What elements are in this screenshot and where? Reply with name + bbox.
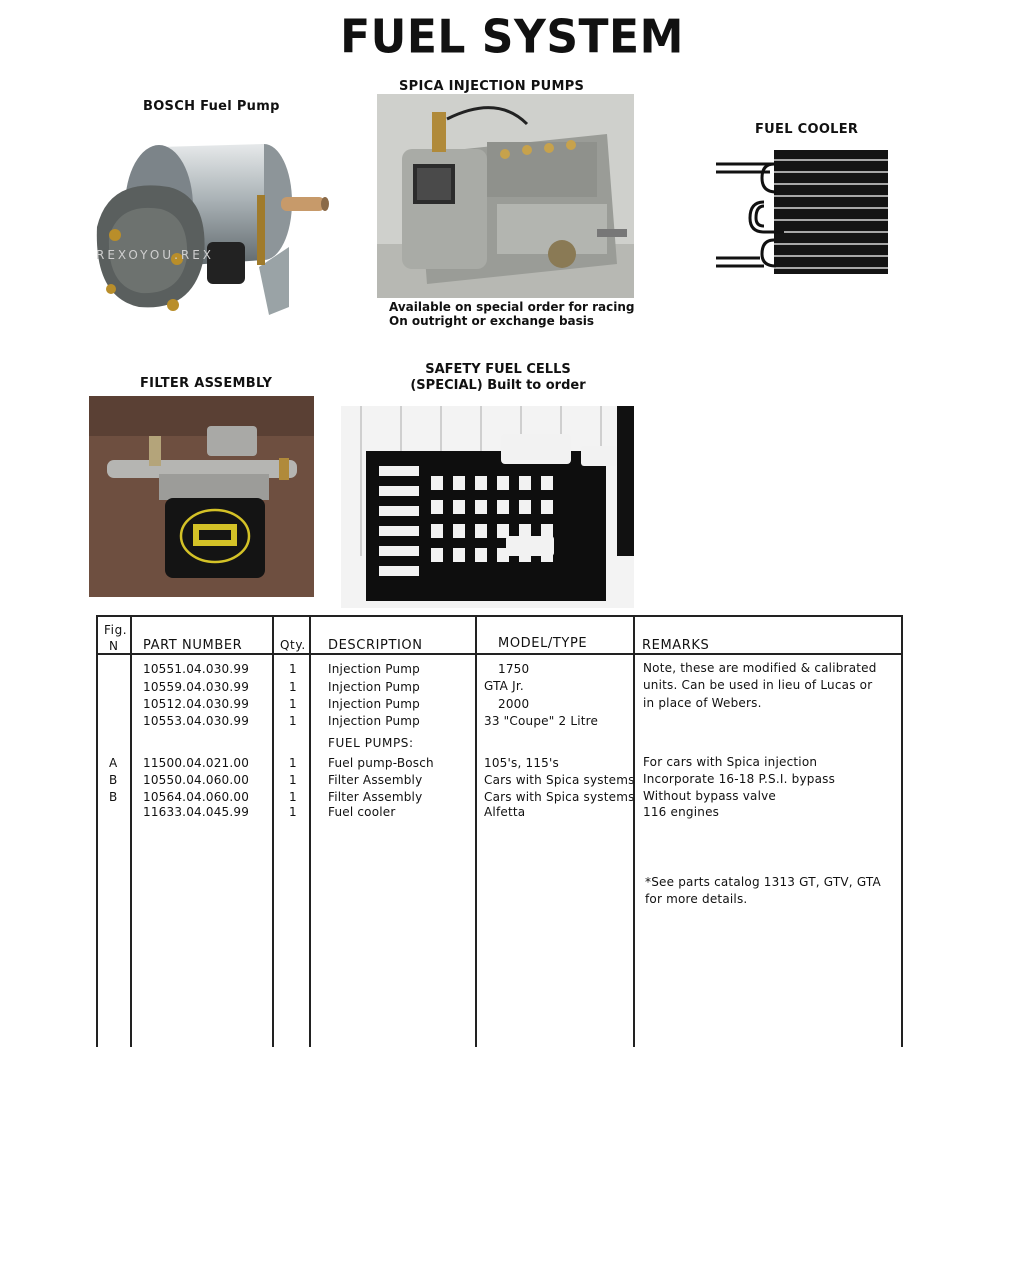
model-cell: 33 "Coupe" 2 Litre [484,714,599,728]
parts-table [96,615,905,1047]
spica-pump-photo [377,94,634,298]
remark-injection-line1: Note, these are modified & calibrated [643,661,877,675]
table-divider [475,615,477,1047]
model-cell: 1750 [498,662,530,676]
remark-row-cooler: 116 engines [643,805,720,819]
qty-cell: 1 [289,756,297,770]
table-divider [130,615,132,1047]
remark-injection-line2: units. Can be used in lieu of Lucas or [643,678,873,692]
description-cell: Injection Pump [328,714,420,728]
filter-assembly-caption: FILTER ASSEMBLY [140,376,273,391]
part-number-cell: 10551.04.030.99 [143,662,250,676]
fig-cell: B [109,773,118,787]
model-cell: Cars with Spica systems [484,790,635,804]
remark-footnote-line2: for more details. [645,892,748,906]
description-cell: Injection Pump [328,680,420,694]
description-cell: Fuel cooler [328,805,396,819]
table-divider [633,615,635,1047]
spica-note-line1: Available on special order for racing [389,300,635,314]
safety-fuel-cells-photo [341,406,634,608]
header-remarks: REMARKS [642,638,710,653]
part-number-cell: 11500.04.021.00 [143,756,250,770]
header-description: DESCRIPTION [328,638,423,653]
model-cell: 2000 [498,697,530,711]
model-cell: GTA Jr. [484,679,524,693]
description-cell: Fuel pump-Bosch [328,756,434,770]
remark-row-a: For cars with Spica injection [643,755,818,769]
filter-assembly-photo [89,396,314,597]
fuel-cooler-drawing [714,146,898,278]
model-cell: 105's, 115's [484,756,559,770]
fuel-cells-caption-line2: (SPECIAL) Built to order [410,378,586,393]
bosch-watermark: REXOYOU.REX [96,248,215,262]
part-number-cell: 10559.04.030.99 [143,680,250,694]
table-border-right [901,615,903,1047]
model-cell: Cars with Spica systems [484,773,635,787]
fuel-pumps-subheading: FUEL PUMPS: [328,736,414,750]
qty-cell: 1 [289,662,297,676]
fuel-cooler-caption: FUEL COOLER [755,122,859,137]
table-border-left [96,615,98,1047]
fig-cell: B [109,790,118,804]
part-number-cell: 10553.04.030.99 [143,714,250,728]
spica-note-line2: On outright or exchange basis [389,314,595,328]
table-divider [309,615,311,1047]
qty-cell: 1 [289,790,297,804]
bosch-pump-photo [89,117,335,320]
model-cell: Alfetta [484,805,526,819]
table-header-border [96,653,902,655]
header-fig: Fig. [104,623,128,637]
header-model-type: MODEL/TYPE [498,636,588,651]
qty-cell: 1 [289,773,297,787]
header-fig-n: N [109,639,119,653]
remark-injection-line3: in place of Webers. [643,696,762,710]
description-cell: Filter Assembly [328,773,423,787]
part-number-cell: 10550.04.060.00 [143,773,250,787]
qty-cell: 1 [289,680,297,694]
part-number-cell: 11633.04.045.99 [143,805,250,819]
qty-cell: 1 [289,805,297,819]
fig-cell: A [109,756,118,770]
qty-cell: 1 [289,697,297,711]
part-number-cell: 10564.04.060.00 [143,790,250,804]
table-top-border [96,615,902,617]
page-title: FUEL SYSTEM [340,10,684,65]
remark-row-b1: Incorporate 16-18 P.S.I. bypass [643,772,836,786]
part-number-cell: 10512.04.030.99 [143,697,250,711]
description-cell: Injection Pump [328,662,420,676]
spica-caption: SPICA INJECTION PUMPS [399,79,585,94]
remark-footnote-line1: *See parts catalog 1313 GT, GTV, GTA [645,875,881,889]
header-part-number: PART NUMBER [143,638,243,653]
bosch-pump-caption: BOSCH Fuel Pump [143,99,280,114]
header-qty: Qty. [280,638,306,652]
fuel-cells-caption-line1: SAFETY FUEL CELLS [425,362,571,377]
table-divider [272,615,274,1047]
description-cell: Filter Assembly [328,790,423,804]
qty-cell: 1 [289,714,297,728]
description-cell: Injection Pump [328,697,420,711]
remark-row-b2: Without bypass valve [643,789,776,803]
